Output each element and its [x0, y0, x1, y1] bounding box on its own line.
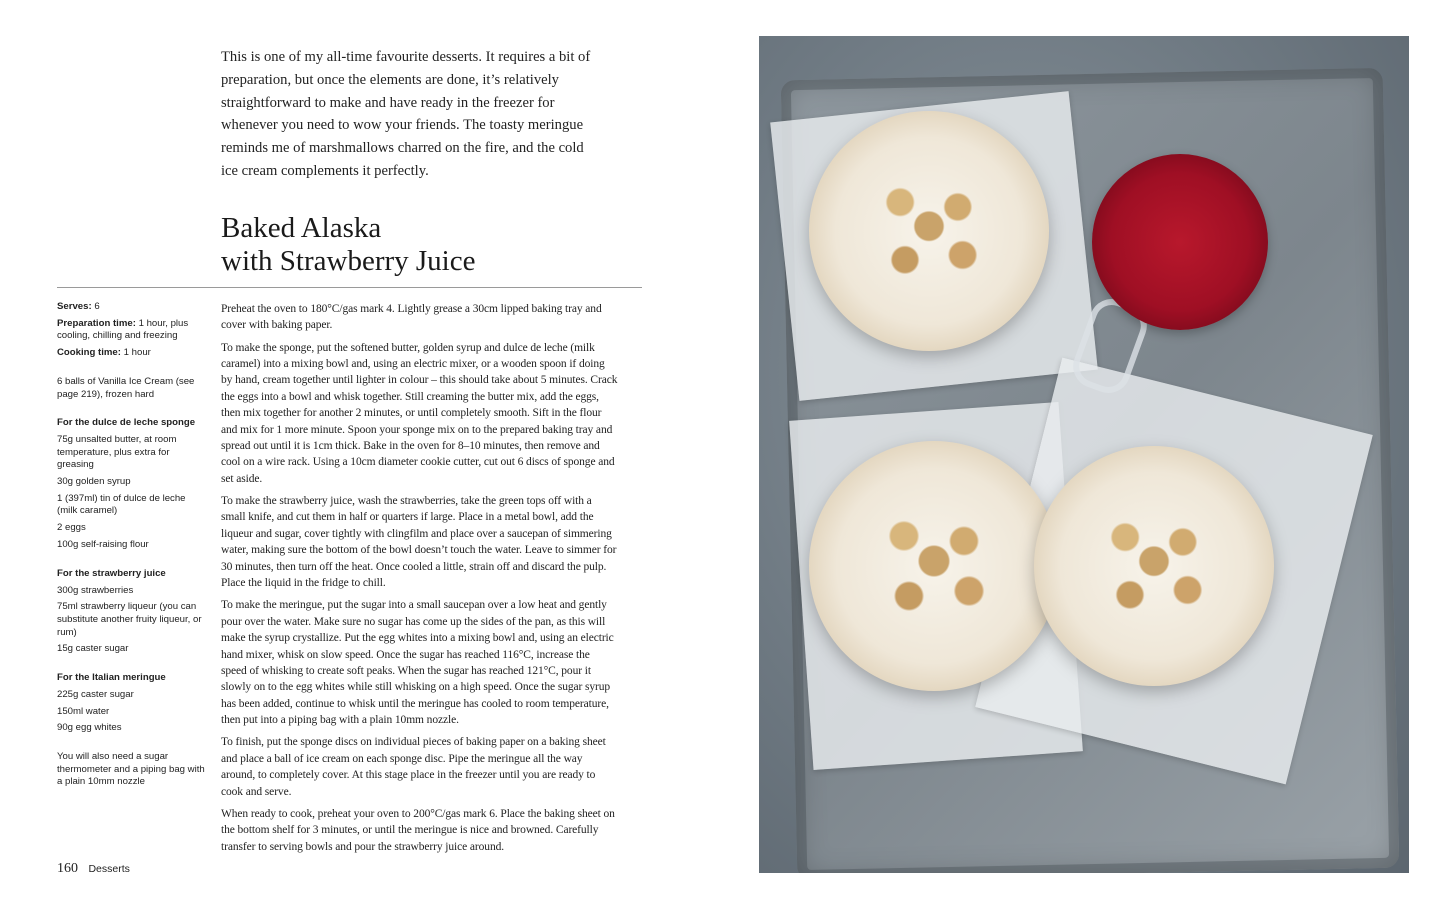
page-footer [57, 859, 130, 877]
sponge-heading: For the dulce de leche sponge [57, 417, 196, 429]
ingredient-main: 6 balls of Vanilla Ice Cream (see page 219), frozen hard [57, 375, 195, 400]
method-step: To make the sponge, put the softened butter, golden syrup and dulce de leche (milk caramel) into a mixing bowl and, using an electric mixer, or a wooden spoon if doing by hand, cream together until lighter in colour – this should take about 5 minutes. Crack the eggs into a bowl and whisk together. Still creaming the butter mix, add the eggs, then mix together for another 2 minutes, or until completely smooth. Sift in the flour and mix for 1 more minute. Spoon your sponge mix on to the prepared baking tray and spread out until it is 1cm thick. Bake in the oven for 8–10 minutes, then remove and cool on a wire rack. Using a 10cm diameter cookie cutter, cut out 6 discs of sponge and set aside. [221, 341, 618, 485]
juice-ingredient: 300g strawberries [57, 584, 134, 596]
meringue-ingredient: 225g caster sugar [57, 688, 134, 700]
method-step: When ready to cook, preheat your oven to 200°C/gas mark 6. Place the baking sheet on the bottom shelf for 3 minutes, or until the meringue is nice and browned. Carefully transfer to serving bowls and pour the strawberry juice around. [221, 807, 615, 853]
recipe-title [221, 212, 641, 278]
method-step: To make the strawberry juice, wash the strawberries, take the green tops off with a small knife, and cut them in half or quarters if large. Place in a metal bowl, add the liqueur and sugar, cover tightly with clingfilm and place over a saucepan of simmering water, making sure the bottom of the bowl doesn’t touch the water. Leave to simmer for 30 minutes, then turn off the heat. Once cooled a little, strain off and discard the pulp. Place the liquid in the fridge to chill. [221, 495, 617, 590]
ingredients-sidebar [57, 301, 207, 793]
cooking-time: Cooking time: 1 hour [57, 347, 151, 359]
recipe-title-line1: Baked Alaska [221, 212, 382, 244]
sponge-ingredient: 30g golden syrup [57, 476, 131, 488]
sponge-ingredient: 75g unsalted butter, at room temperature, plus extra for greasing [57, 434, 177, 471]
baked-alaska [809, 111, 1049, 351]
recipe-title-line2: with Strawberry Juice [221, 245, 476, 277]
strawberry-juice-jug [1092, 154, 1268, 330]
section-name: Desserts [88, 863, 130, 875]
dessert-photo [759, 36, 1409, 873]
method [221, 301, 618, 861]
juice-ingredient: 75ml strawberry liqueur (you can substitute another fruity liqueur, or rum) [57, 601, 202, 638]
sponge-ingredient: 2 eggs [57, 522, 86, 534]
intro-paragraph: This is one of my all-time favourite desserts. It requires a bit of preparation, but once the elements are done, it’s relatively straightforward to make and have ready in the freezer for whenever you need to wow your friends. The toasty meringue reminds me of marshmallows charred on the fire, and the cold ice cream complements it perfectly. [221, 49, 591, 179]
method-step: To make the meringue, put the sugar into a small saucepan over a low heat and gently pour over the water. Make sure no sugar has come up the sides of the pan, as this will make the syrup crystallize. Put the egg whites into a mixing bowl and, using an electric hand mixer, whisk on slow speed. Once the sugar has reached 116°C, increase the speed of whisking to create soft peaks. When the sugar has reached 121°C, pour it slowly on to the egg whites while still whisking on a high speed. Once the sugar syrup has been added, continue to whisk until the meringue has cooled to room temperature, then put into a piping bag with a plain 10mm nozzle. [221, 599, 614, 727]
meringue-heading: For the Italian meringue [57, 672, 166, 684]
preparation-time: Preparation time: 1 hour, plus cooling, chilling and freezing [57, 317, 189, 342]
meringue-ingredient: 150ml water [57, 705, 110, 717]
juice-ingredient: 15g caster sugar [57, 643, 129, 655]
title-divider [57, 287, 642, 288]
method-step: Preheat the oven to 180°C/gas mark 4. Lightly grease a 30cm lipped baking tray and cover with baking paper. [221, 303, 602, 332]
baked-alaska [1034, 446, 1274, 686]
meringue-ingredient: 90g egg whites [57, 722, 122, 734]
equipment-note: You will also need a sugar thermometer and a piping bag with a plain 10mm nozzle [57, 751, 205, 788]
sponge-ingredient: 100g self-raising flour [57, 539, 149, 550]
baked-alaska [809, 441, 1059, 691]
serves: Serves: 6 [57, 301, 100, 312]
juice-heading: For the strawberry juice [57, 567, 166, 579]
method-step: To finish, put the sponge discs on individual pieces of baking paper on a baking sheet and place a ball of ice cream on each sponge disc. Pipe the meringue all the way around, to completely cover. At this stage place in the freezer until you are ready to cook and serve. [221, 736, 606, 798]
sponge-ingredient: 1 (397ml) tin of dulce de leche (milk caramel) [57, 492, 186, 517]
page-number: 160 [57, 861, 78, 876]
